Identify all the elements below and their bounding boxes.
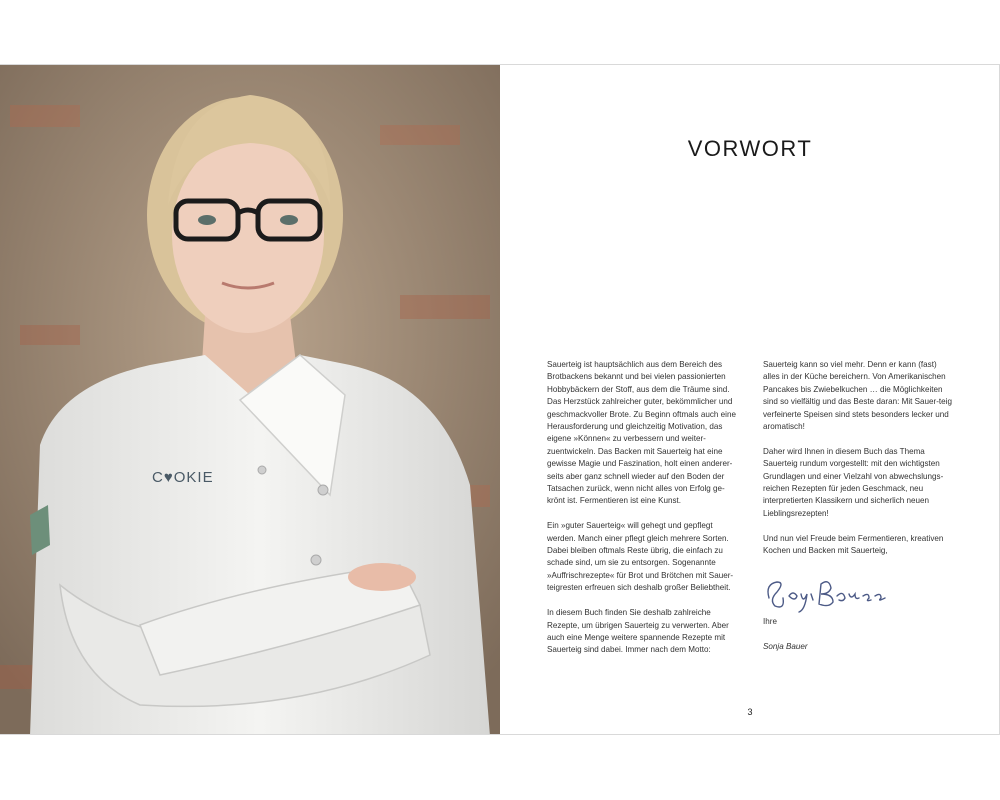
closing: Ihre [763, 616, 777, 626]
right-text-column [763, 359, 955, 665]
paragraph: Sauerteig kann so viel mehr. Denn er kann (fast) alles in der Küche bereichern. Von Amerikanischen Pancakes bis Zwiebelkuchen … die Möglichkeiten sind so vielfältig und das Beste daran: Mit Sauer-teig verfeinerte Speisen sind stets besonders lecker und aromatisch! [763, 360, 952, 432]
paragraph: Und nun viel Freude beim Fermentieren, kreativen Kochen und Backen mit Sauerteig, [763, 533, 944, 556]
portrait-photo [0, 65, 500, 734]
paragraph: In diesem Buch finden Sie deshalb zahlreiche Rezepte, um übrigen Sauerteig zu verwerten. Aber auch eine Menge weitere spannende Rezepte mit Sauerteig sind dabei. Immer nach dem Motto: [547, 608, 729, 655]
paragraph: Ein »guter Sauerteig« will gehegt und gepflegt werden. Manch einer pflegt gleich mehrere Sorten. Dabei bleiben oftmals Reste übrig, die einfach zu schade sind, um sie zu entsorgen. Sogenannte »Auffrischrezepte« für Brot und Brötchen mit Sauer-teigresten erfreuen sich deshalb großer Beliebtheit. [547, 521, 734, 593]
handwritten-signature [763, 570, 955, 616]
page-number: 3 [747, 707, 753, 717]
paragraph: Daher wird Ihnen in diesem Buch das Thema Sauerteig rundum vorgestellt: mit den wichtigsten Grundlagen und einer Vielzahl von abwechslungs-reichen Rezepten für jeden Geschmack, neu interpretierten Klassikern und sicherlich neuen Lieblingsrezepten! [763, 446, 944, 518]
left-text-column [547, 359, 737, 669]
closing-name: Sonja Bauer [763, 641, 808, 651]
book-spread [0, 64, 1000, 735]
jacket-logo: C♥OKIE [152, 469, 214, 486]
page-title: VORWORT [687, 135, 813, 161]
paragraph: Sauerteig ist hauptsächlich aus dem Bereich des Brotbackens bekannt und bei vielen passionierten Hobbybäckern der Stoff, aus dem die Träume sind. Das Herzstück zahlreicher guter, bekömmlicher und geschmackvoller Brote. Zu Beginn oftmals auch eine Herausforderung und gleichzeitig Motivation, das eigene »Können« zu verbessern und weiter-zuentwickeln. Das Backen mit Sauerteig hat eine gewisse Magie und Faszination, holt einen anderer-seits aber ganz schnell wieder auf den Boden der Tatsachen zurück, wenn nicht alles von Erfolg ge-krönt ist. Fermentieren ist eine Kunst. [547, 360, 736, 506]
text-page [500, 65, 1000, 734]
